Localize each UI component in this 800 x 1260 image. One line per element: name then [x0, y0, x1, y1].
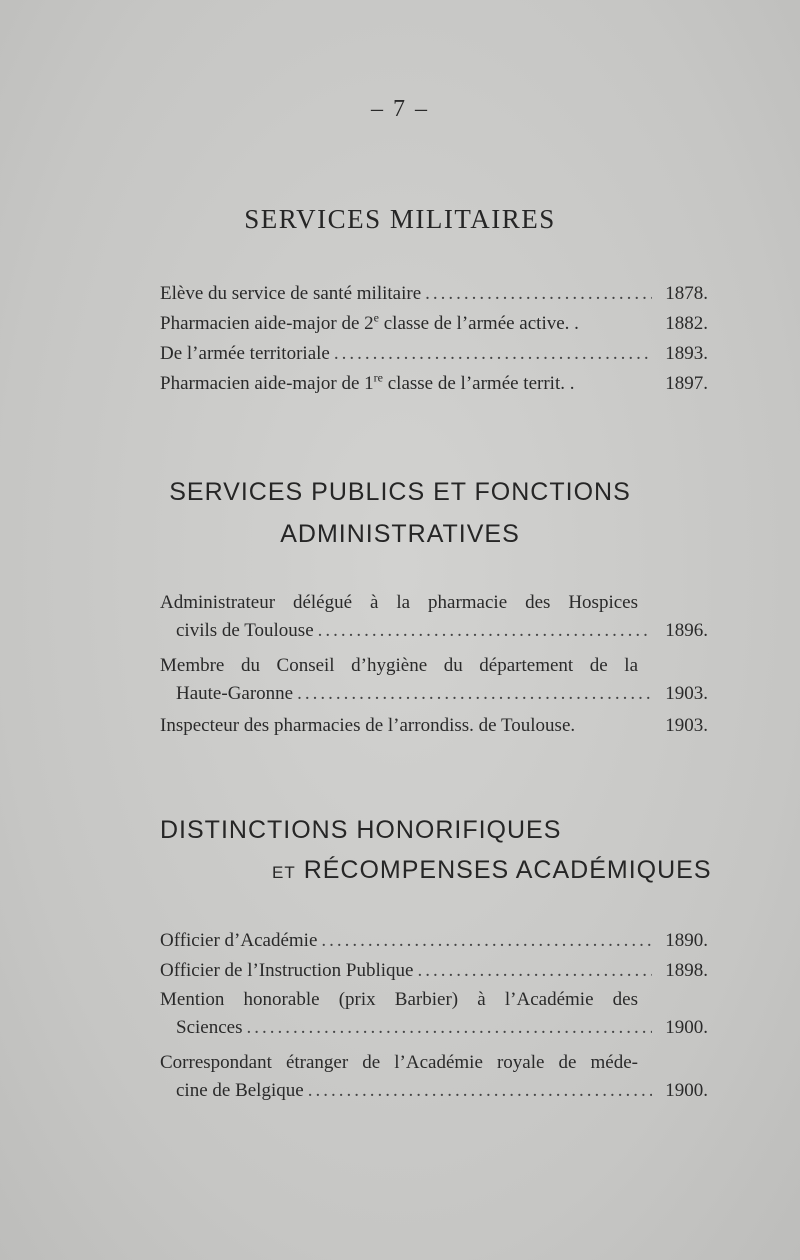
leader-dots [334, 339, 652, 369]
heading-prefix: ET [272, 863, 296, 882]
list-item [160, 1049, 708, 1106]
section-heading-administratives: ADMINISTRATIVES [280, 520, 520, 548]
entry-year: 1893. [665, 343, 708, 364]
leader-dots [246, 1013, 652, 1043]
entry-text-line2: civils de Toulouse [176, 620, 314, 641]
list-item [160, 279, 708, 309]
leader-dots [417, 956, 652, 986]
list-item [160, 339, 708, 369]
leader-dots [308, 1076, 652, 1106]
entry-year: 1903. [665, 715, 708, 736]
heading-text: RÉCOMPENSES ACADÉMIQUES [303, 856, 712, 884]
list-item [160, 369, 708, 399]
list-item [160, 986, 708, 1043]
leader-dots [321, 926, 652, 956]
entry-year: 1900. [665, 1080, 708, 1101]
section-services-militaires [160, 279, 708, 399]
section-heading-recompenses [272, 856, 732, 885]
entry-year: 1900. [665, 1017, 708, 1038]
list-item [160, 956, 708, 986]
entry-text: De l’armée territoriale [160, 343, 330, 364]
entry-text: Pharmacien aide-major de 2e classe de l’armée active. . [160, 310, 579, 334]
entry-text: Officier de l’Instruction Publique [160, 960, 414, 981]
entry-text-line2: Haute-Garonne [176, 683, 294, 704]
section-distinctions [160, 926, 708, 1112]
entry-text-line2: cine de Belgique [176, 1080, 304, 1101]
list-item [160, 652, 708, 709]
entry-year: 1882. [665, 313, 708, 334]
section-heading-services-militaires: SERVICES MILITAIRES [244, 204, 556, 234]
entry-text-line2: Sciences [176, 1017, 243, 1038]
leader-dots [425, 279, 652, 309]
entry-text: Elève du service de santé militaire [160, 283, 422, 304]
section-heading-services-publics: SERVICES PUBLICS ET FONCTIONS [169, 478, 631, 506]
entry-year: 1896. [665, 620, 708, 641]
list-item [160, 589, 708, 646]
entry-year: 1878. [665, 283, 708, 304]
leader-dots [318, 616, 652, 646]
list-item [160, 926, 708, 956]
section-heading-distinctions: DISTINCTIONS HONORIFIQUES [160, 816, 562, 844]
entry-text: Pharmacien aide-major de 1re classe de l’armée territ. . [160, 370, 575, 394]
entry-year: 1890. [665, 930, 708, 951]
leader-dots [297, 679, 652, 709]
list-item [160, 711, 708, 741]
entry-text-line1: Mention honorable (prix Barbier) à l’Académie des [160, 989, 638, 1010]
entry-text: Inspecteur des pharmacies de l’arrondiss. de Toulouse. [160, 715, 576, 736]
list-item [160, 309, 708, 339]
page-number: – 7 – [371, 96, 429, 122]
entry-year: 1897. [665, 373, 708, 394]
entry-text-line1: Membre du Conseil d’hygiène du département de la [160, 655, 638, 676]
entry-text-line1: Administrateur délégué à la pharmacie des Hospices [160, 592, 638, 613]
entry-text-line1: Correspondant étranger de l’Académie royale de méde- [160, 1052, 638, 1073]
section-services-publics [160, 589, 708, 741]
entry-text: Officier d’Académie [160, 930, 318, 951]
entry-year: 1903. [665, 683, 708, 704]
entry-year: 1898. [665, 960, 708, 981]
